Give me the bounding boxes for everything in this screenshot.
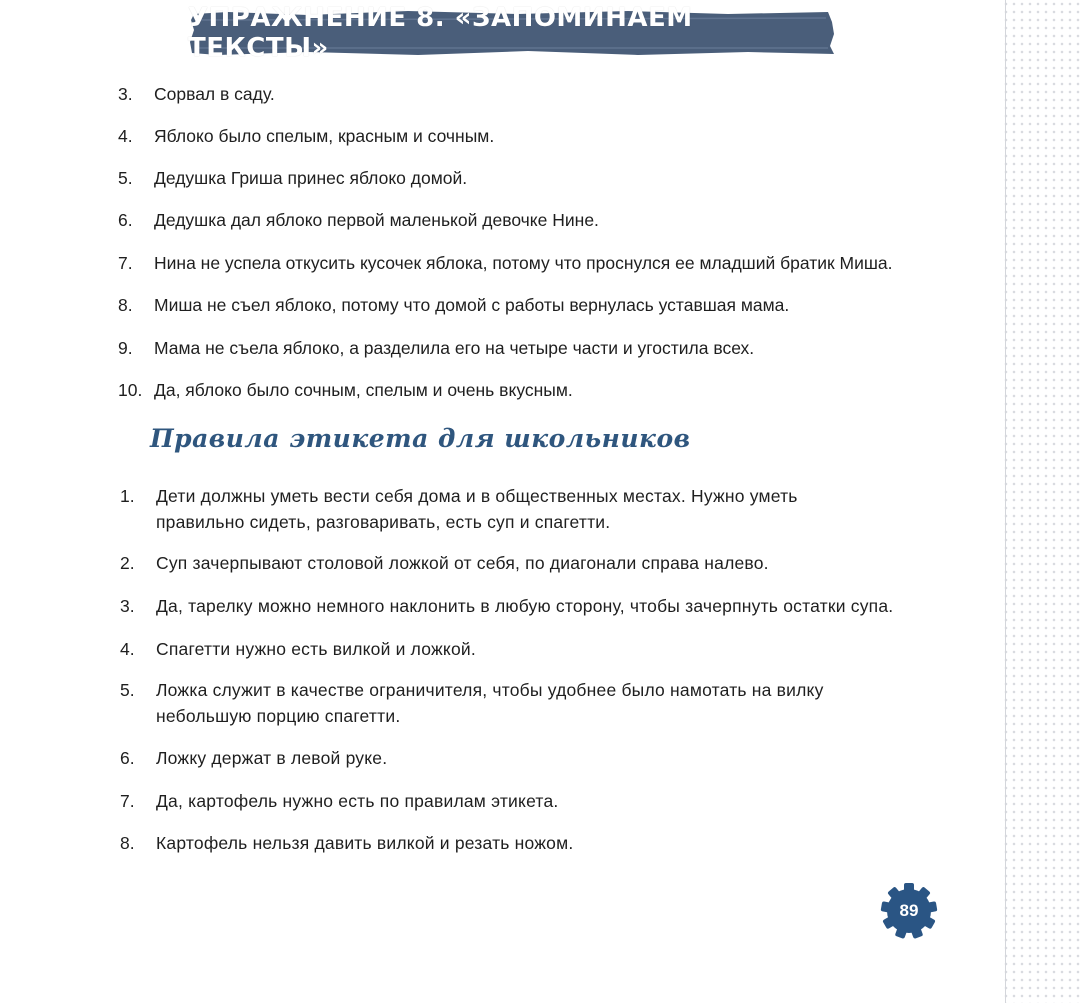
item-text-line2: небольшую порцию спагетти. — [156, 706, 401, 726]
item-text: Да, яблоко было сочным, спелым и очень вкусным. — [154, 380, 573, 400]
item-number: 8. — [118, 295, 133, 315]
item-text-line1: Ложка служит в качестве ограничителя, чтобы удобнее было намотать на вилку — [156, 680, 824, 700]
header-banner — [188, 3, 836, 63]
item-text: Мама не съела яблоко, а разделила его на четыре части и угостила всех. — [154, 338, 755, 358]
item-text-line2: правильно сидеть, разговаривать, есть суп и спагетти. — [156, 512, 611, 532]
item-number: 6. — [120, 748, 135, 768]
page-number-badge — [880, 882, 938, 940]
item-number: 8. — [120, 833, 135, 853]
item-number: 3. — [118, 84, 133, 104]
item-text: Ложку держат в левой руке. — [156, 748, 388, 768]
item-text: Нина не успела откусить кусочек яблока, потому что проснулся ее младший братик Миша. — [154, 253, 893, 273]
item-number: 4. — [118, 126, 133, 146]
item-number: 9. — [118, 338, 133, 358]
item-text: Яблоко было спелым, красным и сочным. — [154, 126, 495, 146]
item-number: 6. — [118, 210, 133, 230]
item-text: Сорвал в саду. — [154, 84, 275, 104]
item-number: 1. — [120, 486, 135, 506]
item-text-line1: Дети должны уметь вести себя дома и в общественных местах. Нужно уметь — [156, 486, 798, 506]
item-text: Спагетти нужно есть вилкой и ложкой. — [156, 639, 476, 659]
item-text: Миша не съел яблоко, потому что домой с работы вернулась уставшая мама. — [154, 295, 790, 315]
item-number: 3. — [120, 596, 135, 616]
item-number: 5. — [120, 680, 135, 700]
section-heading: Правила этикета для школьников — [150, 424, 691, 453]
item-text: Дедушка Гриша принес яблоко домой. — [154, 168, 468, 188]
item-text: Картофель нельзя давить вилкой и резать ножом. — [156, 833, 574, 853]
page-title: УПРАЖНЕНИЕ 8. «ЗАПОМИНАЕМ ТЕКСТЫ» — [188, 3, 693, 63]
item-number: 7. — [120, 791, 135, 811]
item-number: 7. — [118, 253, 133, 273]
item-number: 4. — [120, 639, 135, 659]
item-number: 10. — [118, 380, 143, 400]
item-text: Да, картофель нужно есть по правилам этикета. — [156, 791, 559, 811]
item-text: Да, тарелку можно немного наклонить в любую сторону, чтобы зачерпнуть остатки супа. — [156, 596, 894, 616]
item-text: Дедушка дал яблоко первой маленькой девочке Нине. — [154, 210, 599, 230]
margin-line — [1005, 0, 1006, 1003]
item-number: 2. — [120, 553, 135, 573]
item-text: Суп зачерпывают столовой ложкой от себя, по диагонали справа налево. — [156, 553, 769, 573]
decorative-border — [1002, 0, 1080, 1003]
page-number: 89 — [899, 901, 919, 920]
item-number: 5. — [118, 168, 133, 188]
